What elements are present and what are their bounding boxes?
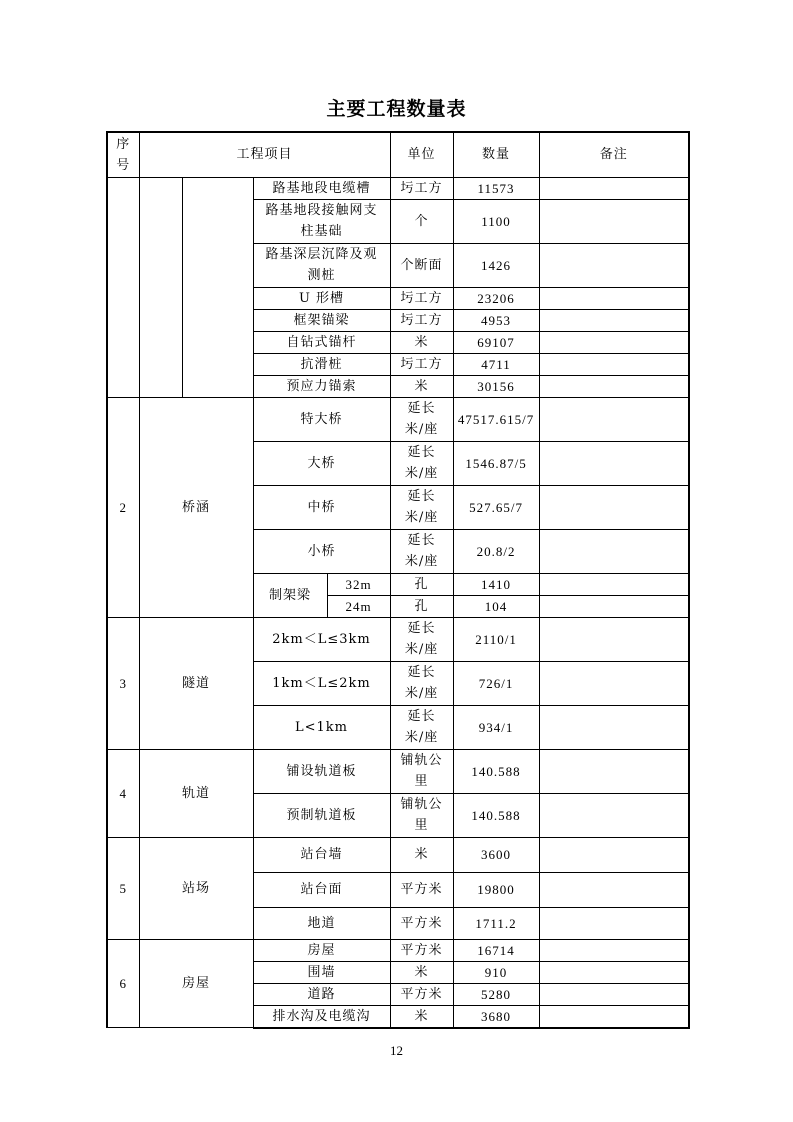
item-cell: 预制轨道板 — [253, 793, 390, 837]
unit-cell: 圬工方 — [390, 309, 453, 331]
note-cell — [539, 595, 689, 617]
note-cell — [539, 793, 689, 837]
unit-cell: 延长米/座 — [390, 397, 453, 441]
qty-cell: 4953 — [453, 309, 539, 331]
qty-cell: 934/1 — [453, 705, 539, 749]
seq-cell: 3 — [107, 617, 139, 749]
qty-cell: 3680 — [453, 1005, 539, 1028]
qty-cell: 140.588 — [453, 793, 539, 837]
category-cell: 房屋 — [139, 939, 253, 1028]
qty-cell: 527.65/7 — [453, 485, 539, 529]
table-row — [107, 397, 689, 441]
unit-cell: 个 — [390, 199, 453, 243]
header-note: 备注 — [539, 132, 689, 177]
seq-cell: 6 — [107, 939, 139, 1028]
subcategory-cell — [182, 177, 253, 397]
unit-cell: 平方米 — [390, 907, 453, 939]
note-cell — [539, 177, 689, 199]
seq-cell — [107, 177, 139, 397]
category-cell: 轨道 — [139, 749, 253, 837]
unit-cell: 延长米/座 — [390, 661, 453, 705]
item-cell: 路基地段接触网支柱基础 — [253, 199, 390, 243]
note-cell — [539, 331, 689, 353]
span-cell: 24m — [327, 595, 390, 617]
unit-cell: 延长米/座 — [390, 441, 453, 485]
unit-cell: 孔 — [390, 573, 453, 595]
unit-cell: 孔 — [390, 595, 453, 617]
unit-cell: 延长米/座 — [390, 705, 453, 749]
category-cell: 站场 — [139, 837, 253, 939]
qty-cell: 5280 — [453, 983, 539, 1005]
item-cell: 铺设轨道板 — [253, 749, 390, 793]
note-cell — [539, 617, 689, 661]
seq-cell: 4 — [107, 749, 139, 837]
header-unit: 单位 — [390, 132, 453, 177]
item-cell: 自钻式锚杆 — [253, 331, 390, 353]
note-cell — [539, 485, 689, 529]
table-row — [107, 749, 689, 793]
note-cell — [539, 907, 689, 939]
unit-cell: 延长米/座 — [390, 617, 453, 661]
note-cell — [539, 441, 689, 485]
item-cell: 站台面 — [253, 872, 390, 907]
note-cell — [539, 573, 689, 595]
item-cell: 预应力锚索 — [253, 375, 390, 397]
table-row — [107, 939, 689, 961]
unit-cell: 米 — [390, 961, 453, 983]
note-cell — [539, 309, 689, 331]
item-cell: L<1km — [253, 705, 390, 749]
item-cell: 小桥 — [253, 529, 390, 573]
note-cell — [539, 199, 689, 243]
unit-cell: 平方米 — [390, 939, 453, 961]
qty-cell: 20.8/2 — [453, 529, 539, 573]
unit-cell: 米 — [390, 837, 453, 872]
item-cell: 房屋 — [253, 939, 390, 961]
item-cell: 1km＜L≤2km — [253, 661, 390, 705]
qty-cell: 30156 — [453, 375, 539, 397]
item-cell: 围墙 — [253, 961, 390, 983]
note-cell — [539, 397, 689, 441]
note-cell — [539, 961, 689, 983]
qty-cell: 1100 — [453, 199, 539, 243]
table-row — [107, 132, 689, 177]
note-cell — [539, 243, 689, 287]
qty-cell: 1711.2 — [453, 907, 539, 939]
qty-cell: 11573 — [453, 177, 539, 199]
item-cell: 道路 — [253, 983, 390, 1005]
page-title: 主要工程数量表 — [326, 98, 467, 120]
qty-cell: 2110/1 — [453, 617, 539, 661]
item-cell: 抗滑桩 — [253, 353, 390, 375]
note-cell — [539, 983, 689, 1005]
note-cell — [539, 872, 689, 907]
unit-cell: 米 — [390, 375, 453, 397]
item-cell: 大桥 — [253, 441, 390, 485]
unit-cell: 铺轨公里 — [390, 793, 453, 837]
unit-cell: 延长米/座 — [390, 529, 453, 573]
qty-cell: 47517.615/7 — [453, 397, 539, 441]
item-cell: 排水沟及电缆沟 — [253, 1005, 390, 1028]
qty-cell: 69107 — [453, 331, 539, 353]
header-seq: 序 号 — [107, 132, 139, 177]
qty-cell: 1546.87/5 — [453, 441, 539, 485]
item-cell: 路基深层沉降及观测桩 — [253, 243, 390, 287]
unit-cell: 延长米/座 — [390, 485, 453, 529]
beam-label-cell: 制架梁 — [253, 573, 327, 617]
category-cell — [139, 177, 182, 397]
note-cell — [539, 287, 689, 309]
header-qty: 数量 — [453, 132, 539, 177]
note-cell — [539, 353, 689, 375]
qty-cell: 140.588 — [453, 749, 539, 793]
unit-cell: 圬工方 — [390, 353, 453, 375]
quantity-table — [106, 131, 690, 1029]
item-cell: 中桥 — [253, 485, 390, 529]
item-cell: 路基地段电缆槽 — [253, 177, 390, 199]
qty-cell: 104 — [453, 595, 539, 617]
qty-cell: 910 — [453, 961, 539, 983]
qty-cell: 16714 — [453, 939, 539, 961]
qty-cell: 726/1 — [453, 661, 539, 705]
unit-cell: 圬工方 — [390, 177, 453, 199]
table-row — [107, 617, 689, 661]
unit-cell: 铺轨公里 — [390, 749, 453, 793]
note-cell — [539, 661, 689, 705]
qty-cell: 3600 — [453, 837, 539, 872]
header-item: 工程项目 — [139, 132, 390, 177]
unit-cell: 圬工方 — [390, 287, 453, 309]
note-cell — [539, 375, 689, 397]
span-cell: 32m — [327, 573, 390, 595]
qty-cell: 19800 — [453, 872, 539, 907]
note-cell — [539, 705, 689, 749]
item-cell: 2km＜L≤3km — [253, 617, 390, 661]
qty-cell: 1426 — [453, 243, 539, 287]
item-cell: 地道 — [253, 907, 390, 939]
seq-cell: 2 — [107, 397, 139, 617]
category-cell: 桥涵 — [139, 397, 253, 617]
page-number: 12 — [390, 1043, 403, 1058]
table-row — [107, 837, 689, 872]
category-cell: 隧道 — [139, 617, 253, 749]
table-row — [107, 177, 689, 199]
item-cell: 站台墙 — [253, 837, 390, 872]
note-cell — [539, 837, 689, 872]
note-cell — [539, 1005, 689, 1028]
unit-cell: 平方米 — [390, 983, 453, 1005]
qty-cell: 23206 — [453, 287, 539, 309]
unit-cell: 米 — [390, 1005, 453, 1028]
seq-cell: 5 — [107, 837, 139, 939]
unit-cell: 平方米 — [390, 872, 453, 907]
item-cell: U 形槽 — [253, 287, 390, 309]
qty-cell: 1410 — [453, 573, 539, 595]
qty-cell: 4711 — [453, 353, 539, 375]
item-cell: 框架锚梁 — [253, 309, 390, 331]
unit-cell: 个断面 — [390, 243, 453, 287]
unit-cell: 米 — [390, 331, 453, 353]
note-cell — [539, 529, 689, 573]
item-cell: 特大桥 — [253, 397, 390, 441]
note-cell — [539, 749, 689, 793]
note-cell — [539, 939, 689, 961]
